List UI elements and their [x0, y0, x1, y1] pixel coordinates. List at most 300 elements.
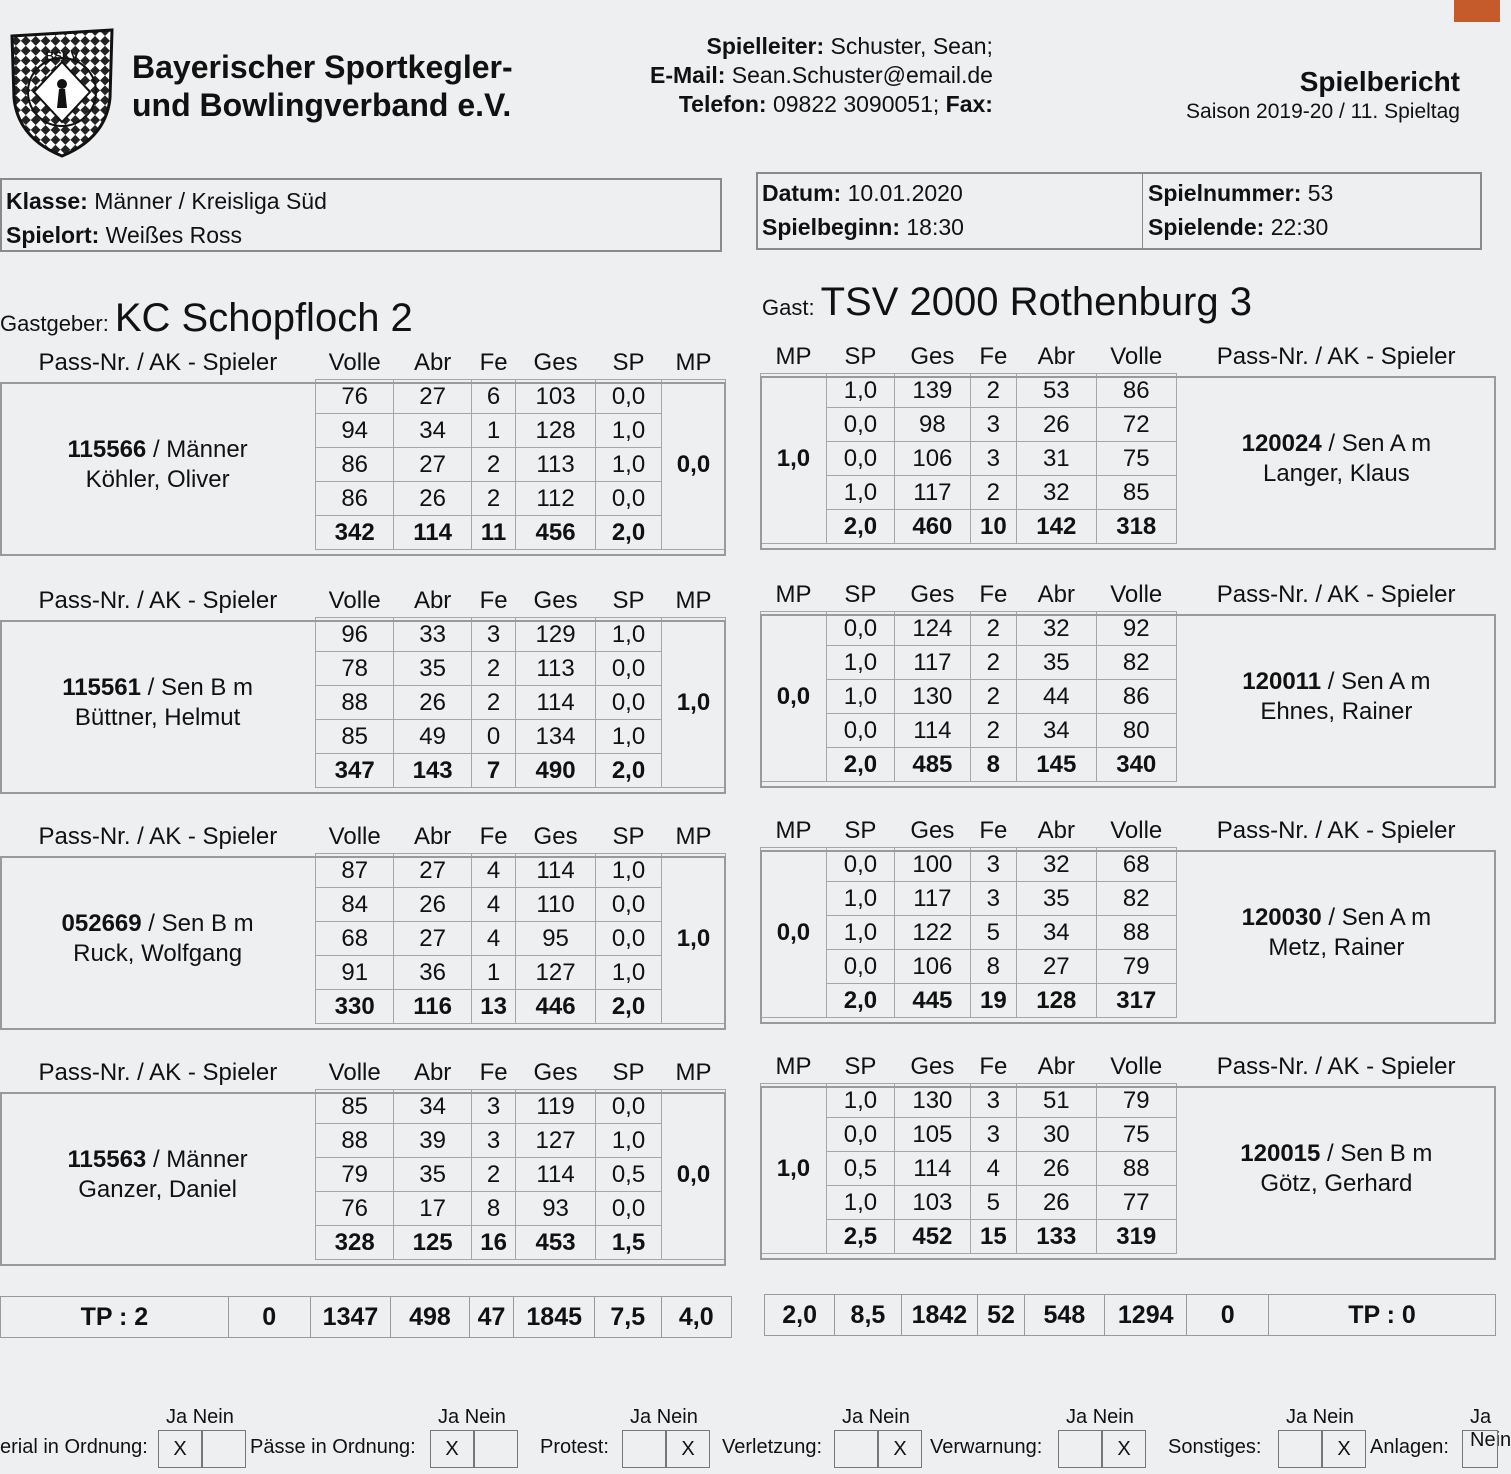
cell-volle: 75 — [1096, 1118, 1176, 1152]
header-player: Pass-Nr. / AK - Spieler — [38, 586, 278, 614]
cell-volle: 318 — [1096, 510, 1176, 544]
ja-nein-label: Ja Nein — [438, 1406, 506, 1428]
header-mp: MP — [775, 816, 812, 844]
cell-ges: 446 — [516, 990, 596, 1024]
cell-fe: 2 — [472, 652, 516, 686]
cell-sp: 1,0 — [596, 448, 662, 482]
header-sp: SP — [612, 586, 645, 614]
footer-checks — [0, 1400, 1511, 1474]
cell-abr: 27 — [394, 854, 472, 888]
cell-sp: 0,5 — [596, 1158, 662, 1192]
player-pass: 052669 / Sen B m — [61, 909, 254, 937]
background-corner — [1454, 0, 1500, 22]
cell-fe: 1 — [472, 956, 516, 990]
cell-volle: 328 — [316, 1226, 394, 1260]
guest-player-block — [760, 340, 1496, 544]
cell-volle: 92 — [1096, 612, 1176, 646]
cell-abr: 44 — [1016, 680, 1096, 714]
guest-team-name: TSV 2000 Rothenburg 3 — [820, 280, 1252, 324]
report-title: Spielbericht — [1299, 66, 1460, 97]
nein-checkbox[interactable] — [202, 1430, 246, 1468]
player-pass: 120011 / Sen A m — [1242, 667, 1431, 695]
player-name: Götz, Gerhard — [1260, 1169, 1413, 1197]
header-fe: Fe — [979, 580, 1008, 608]
header-ges: Ges — [533, 1058, 578, 1086]
cell-abr: 35 — [1016, 646, 1096, 680]
home-player-block — [0, 346, 726, 550]
player-cell — [1176, 848, 1496, 1018]
home-total-fe: 47 — [469, 1297, 514, 1338]
cell-abr: 32 — [1016, 612, 1096, 646]
guest-total-zero: 0 — [1187, 1295, 1269, 1336]
org-line1: Bayerischer Sportkegler- — [132, 49, 513, 85]
cell-fe: 8 — [970, 748, 1016, 782]
cell-volle: 85 — [316, 1090, 394, 1124]
cell-ges: 100 — [894, 848, 970, 882]
ja-checkbox[interactable] — [1278, 1430, 1322, 1468]
organization-name — [132, 48, 513, 124]
player-cell — [1176, 1084, 1496, 1254]
cell-abr: 35 — [1016, 882, 1096, 916]
nein-checkbox[interactable]: X — [666, 1430, 710, 1468]
cell-ges: 114 — [894, 714, 970, 748]
cell-fe: 15 — [970, 1220, 1016, 1254]
cell-fe: 3 — [970, 1084, 1016, 1118]
spielbeginn-line: Spielbeginn: 18:30 — [762, 214, 964, 240]
header-abr: Abr — [413, 822, 452, 850]
player-pass: 115561 / Sen B m — [62, 673, 253, 701]
player-pass: 115563 / Männer — [67, 1145, 248, 1173]
cell-abr: 34 — [1016, 714, 1096, 748]
header-volle: Volle — [1110, 342, 1163, 370]
header-sp: SP — [612, 822, 645, 850]
cell-abr: 32 — [1016, 848, 1096, 882]
cell-abr: 32 — [1016, 476, 1096, 510]
home-team-name: KC Schopfloch 2 — [114, 296, 413, 340]
player-mp: 1,0 — [661, 618, 725, 788]
guest-total-fe: 52 — [978, 1295, 1025, 1336]
header-ges: Ges — [910, 1052, 955, 1080]
home-team-header — [0, 296, 413, 341]
cell-ges: 119 — [516, 1090, 596, 1124]
player-name: Ehnes, Rainer — [1260, 697, 1413, 725]
guest-totals-row — [764, 1294, 1496, 1336]
cell-fe: 3 — [970, 848, 1016, 882]
cell-abr: 34 — [1016, 916, 1096, 950]
cell-abr: 26 — [1016, 1186, 1096, 1220]
cell-abr: 33 — [394, 618, 472, 652]
header-player: Pass-Nr. / AK - Spieler — [1216, 816, 1456, 844]
home-total-mp: 4,0 — [661, 1297, 732, 1338]
cell-volle: 85 — [316, 720, 394, 754]
game-row — [761, 1084, 1497, 1118]
cell-fe: 8 — [472, 1192, 516, 1226]
cell-ges: 93 — [516, 1192, 596, 1226]
cell-sp: 1,0 — [826, 916, 894, 950]
cell-ges: 106 — [894, 442, 970, 476]
player-cell — [0, 854, 316, 1024]
cell-sp: 1,0 — [826, 374, 894, 408]
header-fe: Fe — [979, 816, 1008, 844]
guest-player-block — [760, 1050, 1496, 1254]
header-mp: MP — [775, 342, 812, 370]
cell-sp: 0,0 — [596, 1090, 662, 1124]
player-mp: 1,0 — [761, 1084, 827, 1254]
ja-checkbox[interactable] — [622, 1430, 666, 1468]
cell-volle: 82 — [1096, 882, 1176, 916]
bskv-logo-icon — [6, 26, 118, 158]
header-fe: Fe — [479, 822, 508, 850]
cell-volle: 84 — [316, 888, 394, 922]
cell-volle: 88 — [316, 686, 394, 720]
cell-fe: 1 — [472, 414, 516, 448]
cell-abr: 133 — [1016, 1220, 1096, 1254]
cell-ges: 117 — [894, 882, 970, 916]
cell-fe: 2 — [970, 646, 1016, 680]
nein-checkbox[interactable]: X — [1102, 1430, 1146, 1468]
cell-sp: 2,5 — [826, 1220, 894, 1254]
cell-volle: 319 — [1096, 1220, 1176, 1254]
cell-volle: 342 — [316, 516, 394, 550]
cell-abr: 26 — [394, 686, 472, 720]
header-volle: Volle — [1110, 816, 1163, 844]
cell-sp: 1,0 — [826, 1186, 894, 1220]
footer-check-label: Verletzung: — [722, 1436, 823, 1458]
cell-fe: 2 — [472, 448, 516, 482]
header-sp: SP — [612, 1058, 645, 1086]
cell-sp: 0,0 — [596, 652, 662, 686]
cell-abr: 34 — [394, 1090, 472, 1124]
player-pass: 115566 / Männer — [67, 435, 248, 463]
header-volle: Volle — [328, 348, 381, 376]
cell-ges: 114 — [894, 1152, 970, 1186]
cell-volle: 79 — [1096, 1084, 1176, 1118]
cell-sp: 1,0 — [826, 680, 894, 714]
cell-fe: 5 — [970, 916, 1016, 950]
cell-ges: 124 — [894, 612, 970, 646]
cell-sp: 1,0 — [826, 882, 894, 916]
spielort-line: Spielort: Weißes Ross — [6, 222, 242, 248]
cell-ges: 113 — [516, 652, 596, 686]
cell-volle: 347 — [316, 754, 394, 788]
cell-sp: 1,0 — [826, 1084, 894, 1118]
footer-check-label: Verwarnung: — [930, 1436, 1043, 1458]
cell-volle: 79 — [1096, 950, 1176, 984]
cell-volle: 87 — [316, 854, 394, 888]
nein-checkbox[interactable]: X — [878, 1430, 922, 1468]
cell-volle: 86 — [1096, 374, 1176, 408]
header-player: Pass-Nr. / AK - Spieler — [1216, 1052, 1456, 1080]
header-mp: MP — [675, 1058, 712, 1086]
ja-nein-label: Ja Nein — [1286, 1406, 1354, 1428]
cell-ges: 128 — [516, 414, 596, 448]
cell-fe: 6 — [472, 380, 516, 414]
cell-abr: 26 — [394, 888, 472, 922]
cell-abr: 125 — [394, 1226, 472, 1260]
cell-fe: 5 — [970, 1186, 1016, 1220]
player-mp: 0,0 — [661, 1090, 725, 1260]
header-fe: Fe — [479, 586, 508, 614]
cell-sp: 0,0 — [826, 612, 894, 646]
player-mp: 0,0 — [661, 380, 725, 550]
cell-sp: 2,0 — [826, 748, 894, 782]
cell-volle: 91 — [316, 956, 394, 990]
cell-ges: 456 — [516, 516, 596, 550]
header-player: Pass-Nr. / AK - Spieler — [38, 822, 278, 850]
cell-volle: 78 — [316, 652, 394, 686]
home-label: Gastgeber: — [0, 311, 109, 336]
header-volle: Volle — [328, 822, 381, 850]
game-row — [761, 612, 1497, 646]
ja-nein-label: Ja Nein — [1470, 1406, 1511, 1451]
cell-fe: 4 — [970, 1152, 1016, 1186]
cell-sp: 0,0 — [826, 1118, 894, 1152]
header-ges: Ges — [533, 586, 578, 614]
cell-volle: 86 — [316, 482, 394, 516]
cell-sp: 1,0 — [596, 854, 662, 888]
nein-checkbox[interactable] — [474, 1430, 518, 1468]
header-player: Pass-Nr. / AK - Spieler — [1216, 342, 1456, 370]
cell-ges: 134 — [516, 720, 596, 754]
header-volle: Volle — [1110, 1052, 1163, 1080]
cell-fe: 2 — [970, 714, 1016, 748]
cell-ges: 452 — [894, 1220, 970, 1254]
cell-sp: 1,0 — [596, 956, 662, 990]
cell-sp: 0,0 — [826, 848, 894, 882]
cell-abr: 30 — [1016, 1118, 1096, 1152]
cell-volle: 75 — [1096, 442, 1176, 476]
nein-checkbox[interactable]: X — [1322, 1430, 1366, 1468]
cell-ges: 98 — [894, 408, 970, 442]
cell-abr: 53 — [1016, 374, 1096, 408]
cell-fe: 10 — [970, 510, 1016, 544]
header-fe: Fe — [979, 1052, 1008, 1080]
header-player: Pass-Nr. / AK - Spieler — [38, 1058, 278, 1086]
home-player-block — [0, 584, 726, 788]
cell-fe: 4 — [472, 922, 516, 956]
header-ges: Ges — [910, 342, 955, 370]
cell-volle: 88 — [1096, 1152, 1176, 1186]
header-sp: SP — [844, 342, 877, 370]
footer-check-label: Sonstiges: — [1168, 1436, 1262, 1458]
footer-check-label: Pässe in Ordnung: — [250, 1436, 416, 1458]
header-ges: Ges — [910, 816, 955, 844]
home-player-block — [0, 1056, 726, 1260]
cell-ges: 129 — [516, 618, 596, 652]
org-line2: und Bowlingverband e.V. — [132, 87, 512, 123]
cell-sp: 2,0 — [826, 984, 894, 1018]
cell-fe: 11 — [472, 516, 516, 550]
header-abr: Abr — [1037, 580, 1075, 608]
cell-fe: 2 — [472, 686, 516, 720]
cell-volle: 94 — [316, 414, 394, 448]
header-sp: SP — [844, 580, 877, 608]
cell-volle: 79 — [316, 1158, 394, 1192]
cell-sp: 1,0 — [596, 414, 662, 448]
cell-ges: 106 — [894, 950, 970, 984]
header-mp: MP — [775, 1052, 812, 1080]
guest-total-volle: 1294 — [1105, 1295, 1187, 1336]
guest-total-sp: 8,5 — [835, 1295, 901, 1336]
cell-sp: 1,5 — [596, 1226, 662, 1260]
cell-sp: 0,0 — [596, 482, 662, 516]
cell-sp: 0,0 — [826, 442, 894, 476]
cell-fe: 19 — [970, 984, 1016, 1018]
spielende-line: Spielende: 22:30 — [1148, 214, 1329, 240]
ja-nein-label: Ja Nein — [630, 1406, 698, 1428]
header-ges: Ges — [910, 580, 955, 608]
cell-sp: 0,0 — [826, 408, 894, 442]
cell-volle: 80 — [1096, 714, 1176, 748]
cell-sp: 0,0 — [826, 714, 894, 748]
report-title-block — [1186, 66, 1460, 124]
cell-abr: 27 — [1016, 950, 1096, 984]
cell-ges: 490 — [516, 754, 596, 788]
cell-volle: 72 — [1096, 408, 1176, 442]
cell-sp: 2,0 — [596, 754, 662, 788]
ja-checkbox[interactable]: X — [430, 1430, 474, 1468]
game-row — [761, 374, 1497, 408]
cell-abr: 27 — [394, 448, 472, 482]
player-name: Metz, Rainer — [1268, 933, 1405, 961]
ja-checkbox[interactable] — [1058, 1430, 1102, 1468]
cell-abr: 31 — [1016, 442, 1096, 476]
footer-check-label: erial in Ordnung: — [0, 1436, 148, 1458]
cell-ges: 105 — [894, 1118, 970, 1152]
game-row — [0, 380, 726, 414]
cell-fe: 3 — [472, 1090, 516, 1124]
cell-sp: 0,5 — [826, 1152, 894, 1186]
cell-fe: 2 — [472, 482, 516, 516]
cell-ges: 460 — [894, 510, 970, 544]
cell-ges: 139 — [894, 374, 970, 408]
ja-checkbox[interactable] — [1462, 1430, 1498, 1468]
cell-volle: 340 — [1096, 748, 1176, 782]
cell-sp: 2,0 — [826, 510, 894, 544]
report-season: Saison 2019-20 / 11. Spieltag — [1186, 100, 1460, 123]
cell-abr: 26 — [394, 482, 472, 516]
home-total-volle: 1347 — [310, 1297, 391, 1338]
cell-sp: 0,0 — [826, 950, 894, 984]
cell-fe: 4 — [472, 888, 516, 922]
cell-fe: 2 — [970, 680, 1016, 714]
cell-fe: 4 — [472, 854, 516, 888]
cell-ges: 103 — [516, 380, 596, 414]
ja-checkbox[interactable] — [834, 1430, 878, 1468]
cell-volle: 88 — [316, 1124, 394, 1158]
game-row — [0, 1090, 726, 1124]
header-fe: Fe — [479, 1058, 508, 1086]
guest-label: Gast: — [762, 295, 815, 320]
home-tp: TP : 2 — [1, 1297, 229, 1338]
cell-fe: 2 — [970, 374, 1016, 408]
header-sp: SP — [844, 1052, 877, 1080]
header-ges: Ges — [533, 348, 578, 376]
cell-fe: 13 — [472, 990, 516, 1024]
cell-fe: 3 — [970, 1118, 1016, 1152]
header-abr: Abr — [1037, 342, 1075, 370]
player-pass: 120015 / Sen B m — [1240, 1139, 1433, 1167]
player-mp: 1,0 — [761, 374, 827, 544]
cell-fe: 2 — [472, 1158, 516, 1192]
cell-fe: 0 — [472, 720, 516, 754]
cell-ges: 103 — [894, 1186, 970, 1220]
player-mp: 0,0 — [761, 848, 827, 1018]
header-volle: Volle — [328, 586, 381, 614]
cell-abr: 36 — [394, 956, 472, 990]
cell-abr: 17 — [394, 1192, 472, 1226]
cell-ges: 110 — [516, 888, 596, 922]
header-mp: MP — [675, 348, 712, 376]
cell-fe: 3 — [970, 442, 1016, 476]
header-sp: SP — [844, 816, 877, 844]
cell-ges: 445 — [894, 984, 970, 1018]
cell-abr: 27 — [394, 380, 472, 414]
player-cell — [0, 380, 316, 550]
cell-abr: 51 — [1016, 1084, 1096, 1118]
header-mp: MP — [675, 586, 712, 614]
cell-volle: 76 — [316, 380, 394, 414]
cell-fe: 3 — [970, 882, 1016, 916]
contact-block — [650, 32, 993, 119]
cell-abr: 114 — [394, 516, 472, 550]
player-mp: 1,0 — [661, 854, 725, 1024]
cell-sp: 1,0 — [596, 618, 662, 652]
player-cell — [1176, 374, 1496, 544]
ja-nein-label: Ja Nein — [166, 1406, 234, 1428]
cell-sp: 2,0 — [596, 990, 662, 1024]
guest-player-block — [760, 814, 1496, 1018]
player-pass: 120030 / Sen A m — [1241, 903, 1432, 931]
datum-line: Datum: 10.01.2020 — [762, 180, 963, 206]
player-pass: 120024 / Sen A m — [1241, 429, 1432, 457]
cell-ges: 113 — [516, 448, 596, 482]
cell-sp: 0,0 — [596, 380, 662, 414]
cell-ges: 114 — [516, 1158, 596, 1192]
telefon-line: Telefon: 09822 3090051; Fax: — [678, 91, 993, 117]
cell-volle: 86 — [316, 448, 394, 482]
guest-total-abr: 548 — [1024, 1295, 1104, 1336]
cell-volle: 317 — [1096, 984, 1176, 1018]
header-fe: Fe — [479, 348, 508, 376]
cell-abr: 26 — [1016, 1152, 1096, 1186]
home-player-block — [0, 820, 726, 1024]
header-volle: Volle — [328, 1058, 381, 1086]
cell-sp: 1,0 — [596, 1124, 662, 1158]
header-abr: Abr — [1037, 1052, 1075, 1080]
cell-volle: 85 — [1096, 476, 1176, 510]
cell-fe: 3 — [472, 1124, 516, 1158]
cell-ges: 114 — [516, 686, 596, 720]
cell-abr: 26 — [1016, 408, 1096, 442]
cell-fe: 7 — [472, 754, 516, 788]
player-name: Ganzer, Daniel — [78, 1175, 237, 1203]
header-abr: Abr — [413, 586, 452, 614]
cell-ges: 117 — [894, 646, 970, 680]
cell-ges: 127 — [516, 1124, 596, 1158]
player-mp: 0,0 — [761, 612, 827, 782]
cell-ges: 130 — [894, 680, 970, 714]
cell-sp: 2,0 — [596, 516, 662, 550]
cell-volle: 77 — [1096, 1186, 1176, 1220]
cell-fe: 8 — [970, 950, 1016, 984]
ja-checkbox[interactable]: X — [158, 1430, 202, 1468]
spielnummer-line: Spielnummer: 53 — [1148, 180, 1334, 206]
ja-nein-label: Ja Nein — [842, 1406, 910, 1428]
svg-text:BSKV: BSKV — [45, 49, 79, 63]
cell-ges: 117 — [894, 476, 970, 510]
cell-ges: 112 — [516, 482, 596, 516]
